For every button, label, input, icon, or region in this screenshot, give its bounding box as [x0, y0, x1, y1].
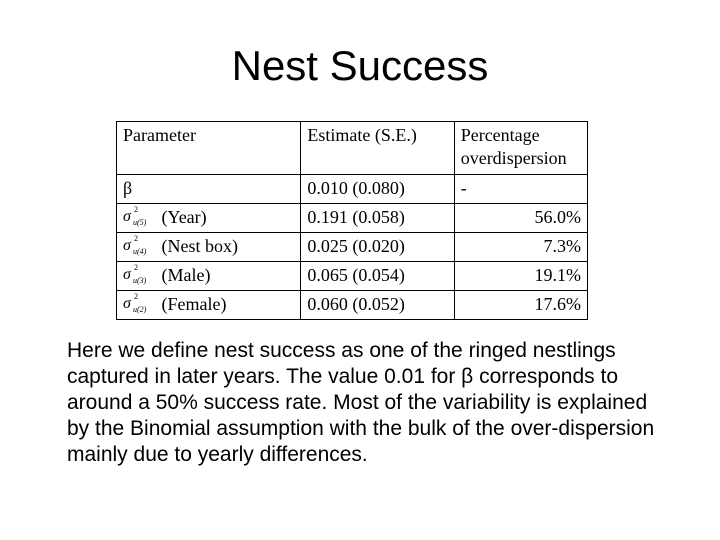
variance-symbol [123, 204, 157, 231]
percent-cell: 17.6% [454, 291, 587, 320]
percent-cell: - [454, 175, 587, 204]
percent-cell: 56.0% [454, 204, 587, 233]
table-header-row [117, 122, 588, 175]
sigma-glyph: σ [123, 236, 131, 254]
sigma-superscript: 2 [134, 262, 138, 272]
slide-title: Nest Success [231, 42, 489, 89]
sigma-glyph: σ [123, 265, 131, 283]
header-estimate: Estimate (S.E.) [301, 122, 454, 175]
parameter-label: (Year) [161, 207, 207, 227]
parameter-label: β [123, 178, 133, 198]
sigma-superscript: 2 [134, 291, 138, 301]
estimate-cell: 0.010 (0.080) [301, 175, 454, 204]
percent-cell: 19.1% [454, 262, 587, 291]
parameter-label: (Female) [161, 294, 227, 314]
estimate-cell: 0.060 (0.052) [301, 291, 454, 320]
parameter-cell [117, 204, 301, 233]
sigma-superscript: 2 [134, 204, 138, 214]
sigma-subscript: u(2) [133, 304, 147, 314]
parameter-table [116, 121, 588, 320]
sigma-subscript: u(3) [133, 275, 147, 285]
estimate-cell: 0.191 (0.058) [301, 204, 454, 233]
table-row [117, 204, 588, 233]
estimate-cell: 0.065 (0.054) [301, 262, 454, 291]
parameter-label: (Male) [161, 265, 211, 285]
percent-cell: 7.3% [454, 233, 587, 262]
parameter-cell [117, 262, 301, 291]
sigma-subscript: u(5) [133, 217, 147, 227]
sigma-glyph: σ [123, 207, 131, 225]
parameter-cell [117, 175, 301, 204]
variance-symbol [123, 233, 157, 260]
parameter-table-container [116, 121, 588, 313]
header-percentage: Percentage overdispersion [454, 122, 587, 175]
estimate-cell: 0.025 (0.020) [301, 233, 454, 262]
table-row [117, 233, 588, 262]
parameter-cell [117, 233, 301, 262]
table-row [117, 262, 588, 291]
header-parameter: Parameter [117, 122, 301, 175]
variance-symbol [123, 262, 157, 289]
sigma-glyph: σ [123, 294, 131, 312]
table-row [117, 175, 588, 204]
parameter-cell [117, 291, 301, 320]
sigma-superscript: 2 [134, 233, 138, 243]
slide-body-text: Here we define nest success as one of the ringed nestlings captured in later years. The value 0.01 for β corresponds to around a 50% success rate. Most of the variability is explained by the Binomial assumption with the bulk of the over-dispersion mainly due to yearly differences. [67, 339, 655, 466]
table-row [117, 291, 588, 320]
variance-symbol [123, 291, 157, 318]
parameter-label: (Nest box) [161, 236, 238, 256]
sigma-subscript: u(4) [133, 246, 147, 256]
